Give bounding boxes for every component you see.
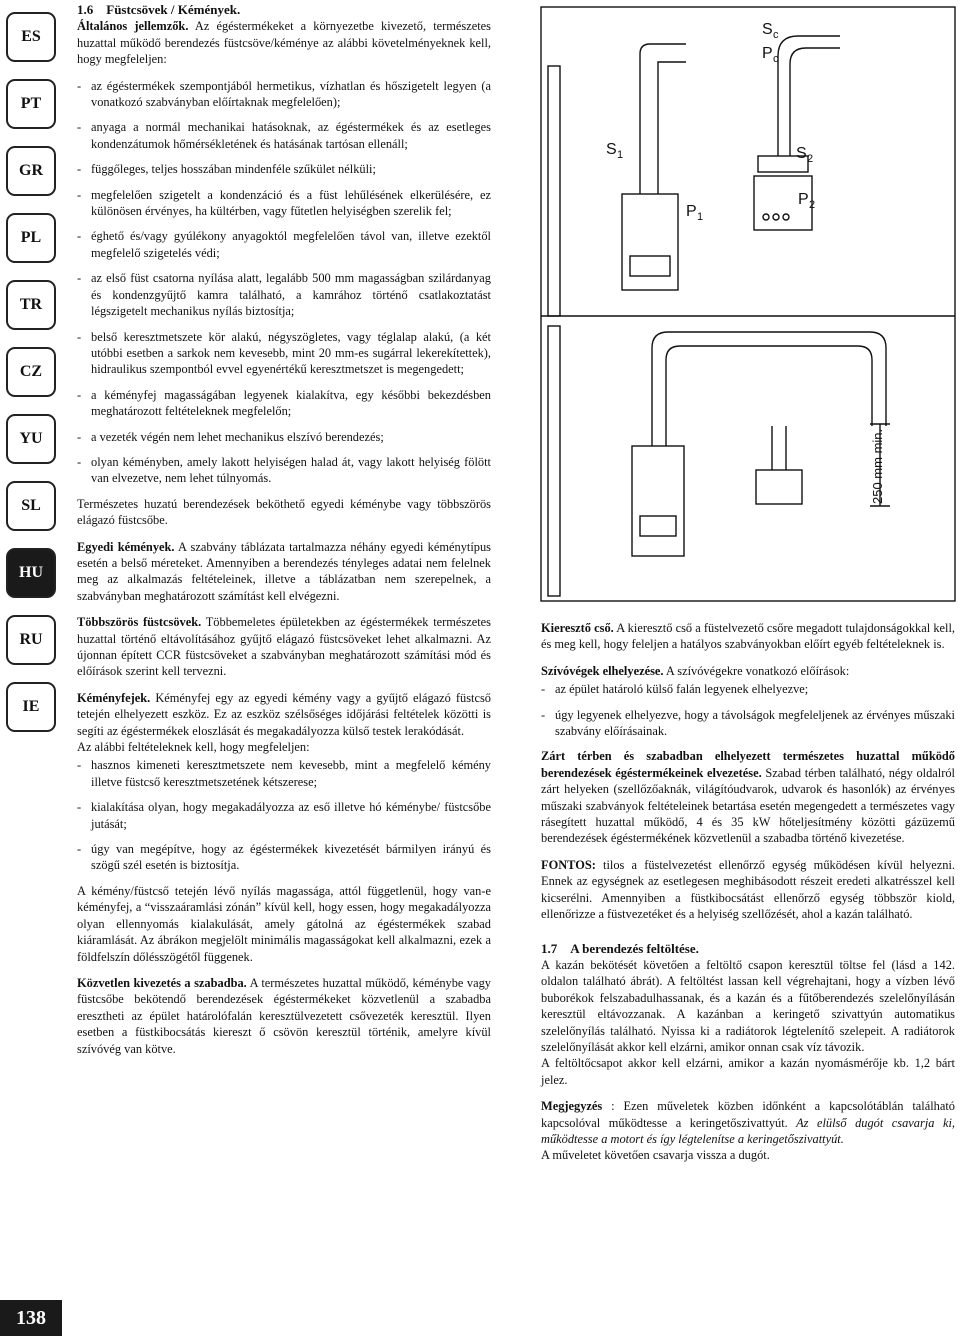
- tobbszoros-text: Többemeletes épületekben az égéstermékek természetes huzattal történő eltávolításához gyűjtő elágazó füstcsöveket lehet alkalmazni. Az újonnan épített CCR füstcsöveket a szabványban meghatározott számítási mód és előírások szerint kell tervezni.: [77, 615, 491, 679]
- wall-top: [548, 66, 560, 316]
- list-item-text: belső keresztmetszete kör alakú, négyszögletes, vagy téglalap alakú, (a két utóbbi esetben a sarkok nem kevesebb, mint 20 mm-es sugárral lekerekítettek), hidraulikus szempontból evvel egyenértékű keresztmetszet is megengedett;: [91, 329, 491, 377]
- final-paragraph: A műveletet követően csavarja vissza a dugót.: [541, 1148, 770, 1163]
- kieresztő-text: A kieresztő cső a füstelvezető csőre megadott tulajdonságokkal kell, és meg kell, hogy feleljen a hatályos szabványokban előírt egyéb feltételeknek is.: [541, 621, 955, 652]
- zart-heading: Zárt térben és szabadban elhelyezett természetes huzattal működő berendezések égéstermékeinek elvezetése.: [541, 749, 955, 780]
- conditions-intro: Az alábbi feltételeknek kell, hogy megfeleljen:: [77, 740, 310, 755]
- wall-bottom: [548, 326, 560, 596]
- flue-pipe-2: [778, 36, 840, 156]
- tab-hu[interactable]: HU: [6, 548, 56, 598]
- intro-paragraph: [77, 18, 491, 67]
- label-p2: P: [798, 191, 809, 208]
- section-heading-1-6: [77, 2, 491, 18]
- tab-sl[interactable]: SL: [6, 481, 56, 531]
- szivo-text: A szívóvégekre vonatkozó előírások:: [663, 663, 850, 678]
- list-item-text: úgy van megépítve, hogy az égéstermékek kivezetését bármilyen irányú és szögű szél esetén is biztosítja.: [91, 842, 491, 873]
- tab-yu[interactable]: YU: [6, 414, 56, 464]
- intro-text: Az égéstermékeket a környezetbe kivezető, természetes huzattal működő berendezés füstcsöve/kéménye az alábbi követelményeknek kell, hogy megfeleljen:: [77, 19, 491, 67]
- label-s2-sub: 2: [807, 153, 814, 165]
- szivo-paragraph: [541, 663, 955, 679]
- list-item-text: éghető és/vagy gyúlékony anyagoktól megfelelően távol van, illetve ezektől megfelelő szigetelés védi;: [91, 229, 491, 260]
- section-number: 1.6: [77, 2, 94, 17]
- list-item: - olyan kéményben, amely lakott helyiségen halad át, vagy lakott helyiség fölött van elvezetve, nem lehet túlnyomás.: [77, 454, 491, 486]
- flue-diagram: [540, 6, 956, 602]
- list-item-text: a vezeték végén nem lehet mechanikus elszívó berendezés;: [91, 429, 384, 444]
- list-item-text: az épület határoló külső falán legyenek elhelyezve;: [555, 682, 809, 697]
- megjegyzes-italic: Az elülső dugót csavarja ki, működtesse a motort és így légtelenítse a keringetőszivattyút.: [541, 1115, 956, 1146]
- intro-heading: Általános jellemzők.: [77, 19, 189, 34]
- tab-es[interactable]: ES: [6, 12, 56, 62]
- height-paragraph: A kémény/füstcső tetején lévő nyílás magassága, attól függetlenül, hogy van-e kéményfej, a “visszaáramlási zónán” kívül kell, hogy essen, hogy megakadályozza olyan ellennyomás kialakulását, amely gátolná az égéstermékek szabad kiáramlását. Az ábrákon megjelölt minimális magasságokat kell alkalmazni, ezek a földfelszín dőlésszögétől függenek.: [77, 883, 491, 964]
- kemenyfej-text: Kéményfej egy az egyedi kémény vagy a gyűjtő elágazó füstcső tetején elhelyezett eszköz. Ez az eszköz szélsőséges időjárási feltételek közötti is segíti az égéstermékek eloszlását és megakadályozza külső testek lerakódását.: [77, 690, 491, 738]
- list-item-text: hasznos kimeneti keresztmetszete nem kevesebb, mint a megfelelő kémény illetve füstcső keresztmetszetének kétszerese;: [91, 758, 491, 789]
- tab-tr[interactable]: TR: [6, 280, 56, 330]
- list-item: - a vezeték végén nem lehet mechanikus elszívó berendezés;: [77, 429, 491, 445]
- kozvetlen-heading: Közvetlen kivezetés a szabadba.: [77, 975, 247, 990]
- egyedi-heading: Egyedi kémények.: [77, 539, 175, 554]
- egyedi-paragraph: [77, 539, 491, 605]
- section-heading-1-7: [541, 941, 955, 957]
- flue-pipe-1: [640, 44, 686, 194]
- tab-cz[interactable]: CZ: [6, 347, 56, 397]
- list-item-text: az első füst csatorna nyílása alatt, legalább 500 mm magasságban szilárdanyag és kondenzgyűjtő kamra található, a kamrához történő csatlakoztatást légszigetelt mechanikus nyílás biztosítja;: [91, 271, 491, 319]
- list-item: - úgy legyenek elhelyezve, hogy a távolságok megfeleljenek az érvényes műszaki szabvány előírásainak.: [541, 707, 955, 739]
- fontos-heading: FONTOS:: [541, 857, 596, 872]
- dimension-label: 250 mm min.: [870, 428, 885, 504]
- list-item-text: függőleges, teljes hosszában mindenféle szűkület nélküli;: [91, 162, 376, 177]
- tobbszoros-paragraph: [77, 614, 491, 680]
- kemenyfej-paragraph: [77, 690, 491, 739]
- label-pc: P: [762, 45, 773, 62]
- flue-pipe-3: [652, 332, 886, 446]
- megjegyzes-heading: Megjegyzés: [541, 1099, 603, 1114]
- egyedi-text: A szabvány táblázata tartalmazza néhány egyedi kéménytípus esetén a belső méreteket. Amennyiben a berendezés tényleges adatai nem felelnek meg az alkalmazás feltételeinek, illetve a táblázatban nem szerepelnek, a szabványban meghatározott számítást kell elvégezni.: [77, 539, 491, 603]
- label-s2: S: [796, 145, 807, 162]
- label-pc-sub: c: [773, 53, 779, 65]
- natural-draft-paragraph: Természetes huzatú berendezések beköthető egyedi kéménybe vagy többszörös elágazó füstcsőbe.: [77, 496, 491, 528]
- list-item: - hasznos kimeneti keresztmetszete nem kevesebb, mint a megfelelő kémény illetve füstcső keresztmetszetének kétszerese;: [77, 758, 491, 789]
- list-item: - függőleges, teljes hosszában mindenféle szűkület nélküli;: [77, 161, 491, 177]
- tab-ie[interactable]: IE: [6, 682, 56, 732]
- list-item-text: úgy legyenek elhelyezve, hogy a távolságok megfeleljenek az érvényes műszaki szabvány előírásainak.: [555, 707, 955, 739]
- label-p1: P: [686, 203, 697, 220]
- list-item: - kialakítása olyan, hogy megakadályozza az eső illetve hó kéménybe/ füstcsőbe jutását;: [77, 800, 491, 831]
- tab-gr[interactable]: GR: [6, 146, 56, 196]
- list-item-text: olyan kéményben, amely lakott helyiségen halad át, vagy lakott helyiség fölött van elvezetve, nem lehet túlnyomás.: [91, 454, 491, 486]
- section-number-1-7: 1.7: [541, 940, 558, 956]
- list-item-text: anyaga a normál mechanikai hatásoknak, az égéstermékek és az esetleges kondenzátumok hőmérsékletének és hatásának tartósan ellenáll;: [91, 120, 491, 151]
- tab-pl[interactable]: PL: [6, 213, 56, 263]
- left-column: [77, 2, 491, 1067]
- section-title: Füstcsövek / Kémények.: [106, 2, 241, 17]
- label-p1-sub: 1: [697, 211, 704, 223]
- label-p2-sub: 2: [809, 199, 816, 211]
- szivo-heading: Szívóvégek elhelyezése.: [541, 663, 664, 678]
- label-s1-sub: 1: [617, 149, 624, 161]
- boiler-3: [632, 446, 684, 556]
- tab-pt[interactable]: PT: [6, 79, 56, 129]
- label-s1: S: [606, 141, 617, 158]
- list-item: - anyaga a normál mechanikai hatásoknak, az égéstermékek és az esetleges kondenzátumok hőmérsékletének és hatásának tartósan ellenáll;: [77, 120, 491, 151]
- list-item-text: megfelelően szigetelt a kondenzáció és a füst lehűlésének elkerülésére, ez különösen érvényes, ha kültérben, vagy fűtetlen helyiségben szerelik fel;: [91, 187, 491, 219]
- tab-ru[interactable]: RU: [6, 615, 56, 665]
- fontos-text: tilos a füstelvezetést ellenőrző egység működésen kívül helyezni. Ennek az egységnek az esetlegesen meghibásodott részeit eredeti alkatrésszel kell kicserélni. Amennyiben a füstkibocsátást ellenőrző egység többször kiold, ellenőrizze a füstvezetéket és a helyiség szellőzését, ahol a kazán található.: [541, 857, 955, 922]
- label-sc: S: [762, 21, 773, 38]
- kemenyfej-heading: Kéményfejek.: [77, 690, 151, 705]
- kieresztő-heading: Kieresztő cső.: [541, 621, 614, 635]
- list-item: - az égéstermékek szempontjából hermetikus, vízhatlan és hőszigetelt legyen (a vonatkozó szabványban előírtaknak megfelelően);: [77, 78, 491, 110]
- list-item-text: a kéményfej magasságában legyenek kialakítva, egy későbbi bekezdésben meghatározott feltételeknek megfelelőn;: [91, 387, 491, 419]
- kozvetlen-text: A természetes huzattal működő, kéménybe vagy füstcsőbe bekötendő berendezések égéstermékeket közvetlenül a szabadba eresztheti az épület határolófalán keresztülvezetett csővezeték keresztül. Ilyen esetben a füstkibocsátás kiereszt ő csövön keresztül történik, amelyre kívül szívóvég van kötve.: [77, 975, 491, 1056]
- megjegyzes-text: : Ezen műveletek közben időnként a kapcsolótáblán található kapcsolóval működtesse a keringetőszivattyút.: [541, 1099, 955, 1130]
- kozvetlen-paragraph: [77, 975, 491, 1057]
- list-item: - éghető és/vagy gyúlékony anyagoktól megfelelően távol van, illetve ezektől megfelelő szigetelés védi;: [77, 229, 491, 260]
- list-item: - megfelelően szigetelt a kondenzáció és a füst lehűlésének elkerülésére, ez különösen érvényes, ha kültérben, vagy fűtetlen helyiségben szerelik fel;: [77, 187, 491, 219]
- kieresztő-paragraph: [541, 620, 955, 653]
- fill-paragraph-1: A kazán bekötését követően a feltöltő csapon keresztül töltse fel (lásd a 142. oldalon található ábrát). A feltöltést lassan kell végrehajtani, hogy a vízben lévő buborékok felszabadulhassanak, és a kazán és a fűtőberendezés szelelőnyílásán keresztül eltávozzanak. A kazánban a keringető szivattyún automatikus szelelőnyílás található. Nyissa ki a radiátorok légtelenítő szelepeit. A radiátorok szelelőnyílását akkor kell elzárni, amikor onnan csak víz távozik.: [541, 957, 955, 1054]
- zart-text: Szabad térben található, négy oldalról zárt helyeken (szellőzőaknák, világítóudvarok, udvarok és hasonlók) az érvényes műszaki szabványok feltételeinek betartása esetén megengedett a természetes vagy rásegített huzattal működő, 4 és 35 kW hőteljesítmény közötti gázüzemű berendezések égéstermékének közvetlenül a szabadba történő kivezetése.: [541, 765, 956, 846]
- list-item: - a kéményfej magasságában legyenek kialakítva, egy későbbi bekezdésben meghatározott feltételeknek megfelelőn;: [77, 387, 491, 419]
- section-title-1-7: A berendezés feltöltése.: [570, 940, 699, 956]
- list-item: - belső keresztmetszete kör alakú, négyszögletes, vagy téglalap alakú, (a két utóbbi esetben a sarkok nem kevesebb, mint 20 mm-es sugárral lekerekítettek), hidraulikus szempontból evvel egyenértékű keresztmetszet is megengedett;: [77, 329, 491, 377]
- list-item: - az épület határoló külső falán legyenek elhelyezve;: [541, 681, 955, 697]
- fontos-paragraph: [541, 857, 955, 923]
- list-item: - úgy van megépítve, hogy az égéstermékek kivezetését bármilyen irányú és szögű szél esetén is biztosítja.: [77, 842, 491, 873]
- tobbszoros-heading: Többszörös füstcsövek.: [77, 615, 202, 630]
- list-item-text: az égéstermékek szempontjából hermetikus, vízhatlan és hőszigetelt legyen (a vonatkozó szabványban előírtaknak megfelelően);: [91, 78, 491, 110]
- label-sc-sub: c: [773, 29, 779, 41]
- megjegyzes-paragraph: [541, 1098, 955, 1147]
- page-number: 138: [0, 1300, 62, 1336]
- zart-paragraph: [541, 748, 955, 846]
- fill-paragraph-2: A feltöltőcsapot akkor kell elzárni, amikor a kazán nyomásmérője kb. 1,2 bárt jelez.: [541, 1056, 955, 1087]
- list-item: - az első füst csatorna nyílása alatt, legalább 500 mm magasságban szilárdanyag és kondenzgyűjtő kamra található, a kamrához történő csatlakoztatást légszigetelt mechanikus nyílás biztosítja;: [77, 271, 491, 319]
- list-item-text: kialakítása olyan, hogy megakadályozza az eső illetve hó kéménybe/ füstcsőbe jutását;: [91, 800, 491, 831]
- diagram-frame: [541, 7, 955, 601]
- boiler-4: [756, 470, 802, 504]
- right-column: [541, 620, 955, 1174]
